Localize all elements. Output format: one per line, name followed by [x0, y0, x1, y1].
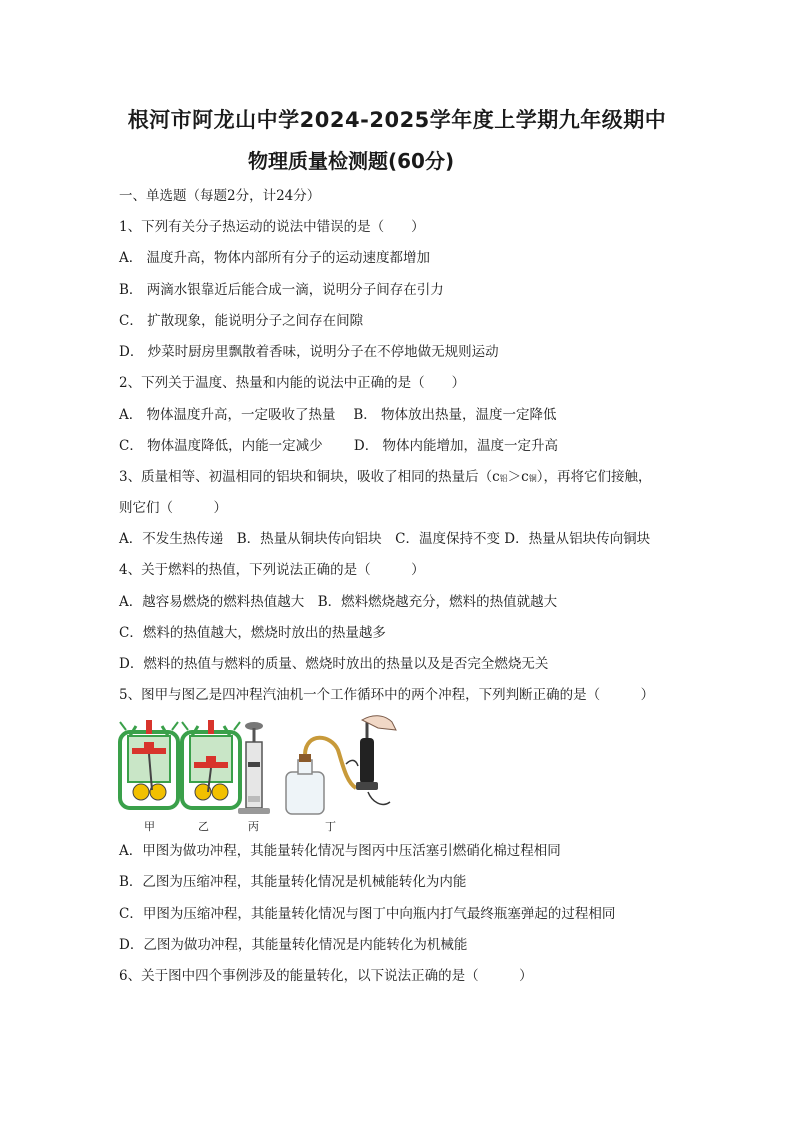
figure-label-bing: 丙 — [248, 820, 259, 833]
question-5-option-d: D．乙图为做功冲程，其能量转化情况是内能转化为机械能 — [119, 937, 468, 953]
question-1-option-b: B． 两滴水银靠近后能合成一滴，说明分子间存在引力 — [119, 282, 444, 298]
subscript-copper: 铜 — [528, 474, 537, 483]
question-1-option-d: D． 炒菜时厨房里飘散着香味，说明分子在不停地做无规则运动 — [119, 344, 499, 360]
figures-svg — [116, 712, 406, 822]
question-2-options-cd: C． 物体温度降低，内能一定减少 D． 物体内能增加，温度一定升高 — [119, 438, 559, 454]
question-5-option-a: A．甲图为做功冲程，其能量转化情况与图丙中压活塞引燃硝化棉过程相同 — [119, 843, 561, 859]
bottle-pump-figure-ding — [286, 716, 396, 814]
question-4-stem: 4、关于燃料的热值，下列说法正确的是（ ） — [119, 562, 425, 578]
subscript-aluminum: 铝 — [499, 474, 508, 483]
question-3-stem-pre: 3、质量相等、初温相同的铝块和铜块，吸收了相同的热量后（c — [119, 469, 500, 485]
question-4-option-d: D．燃料的热值与燃料的质量、燃烧时放出的热量以及是否完全燃烧无关 — [119, 656, 549, 672]
question-3-stem-cont: 则它们（ ） — [119, 500, 227, 516]
question-5-option-c: C．甲图为压缩冲程，其能量转化情况与图丁中向瓶内打气最终瓶塞弹起的过程相同 — [119, 906, 616, 922]
figure-label-ding: 丁 — [325, 820, 336, 833]
question-3-stem — [119, 467, 651, 489]
question-2-options-ab: A． 物体温度升高，一定吸收了热量 B． 物体放出热量，温度一定降低 — [119, 407, 557, 423]
exam-subtitle: 物理质量检测题(60分) — [248, 149, 455, 173]
section-heading: 一、单选题（每题2分，计24分） — [119, 188, 321, 204]
question-3-stem-post: ），再将它们接触， — [536, 469, 652, 485]
question-2-stem: 2、下列关于温度、热量和内能的说法中正确的是（ ） — [119, 375, 466, 391]
question-5-stem: 5、图甲与图乙是四冲程汽油机一个工作循环中的两个冲程，下列判断正确的是（ ） — [119, 687, 655, 703]
figure-label-jia: 甲 — [144, 820, 155, 833]
question-3-options: A．不发生热传递 B．热量从铜块传向铝块 C．温度保持不变 D．热量从铝块传向铜块 — [119, 531, 651, 547]
exam-title: 根河市阿龙山中学2024-2025学年度上学期九年级期中 — [127, 108, 667, 132]
fire-syringe-figure-bing — [238, 722, 270, 814]
question-1-option-a: A． 温度升高，物体内部所有分子的运动速度都增加 — [119, 250, 431, 266]
question-1-option-c: C． 扩散现象，能说明分子之间存在间隙 — [119, 313, 364, 329]
engine-figure-yi — [182, 720, 240, 808]
question-5-figures — [116, 712, 406, 836]
question-4-option-c: C．燃料的热值越大，燃烧时放出的热量越多 — [119, 625, 386, 641]
engine-figure-jia — [120, 720, 178, 808]
question-6-stem: 6、关于图中四个事例涉及的能量转化，以下说法正确的是（ ） — [119, 968, 533, 984]
figure-label-yi: 乙 — [198, 820, 209, 833]
question-3-stem-mid: ＞c — [507, 469, 529, 485]
question-4-options-ab: A．越容易燃烧的燃料热值越大 B．燃料燃烧越充分，燃料的热值就越大 — [119, 594, 558, 610]
question-1-stem: 1、下列有关分子热运动的说法中错误的是（ ） — [119, 219, 425, 235]
question-5-option-b: B．乙图为压缩冲程，其能量转化情况是机械能转化为内能 — [119, 874, 467, 890]
